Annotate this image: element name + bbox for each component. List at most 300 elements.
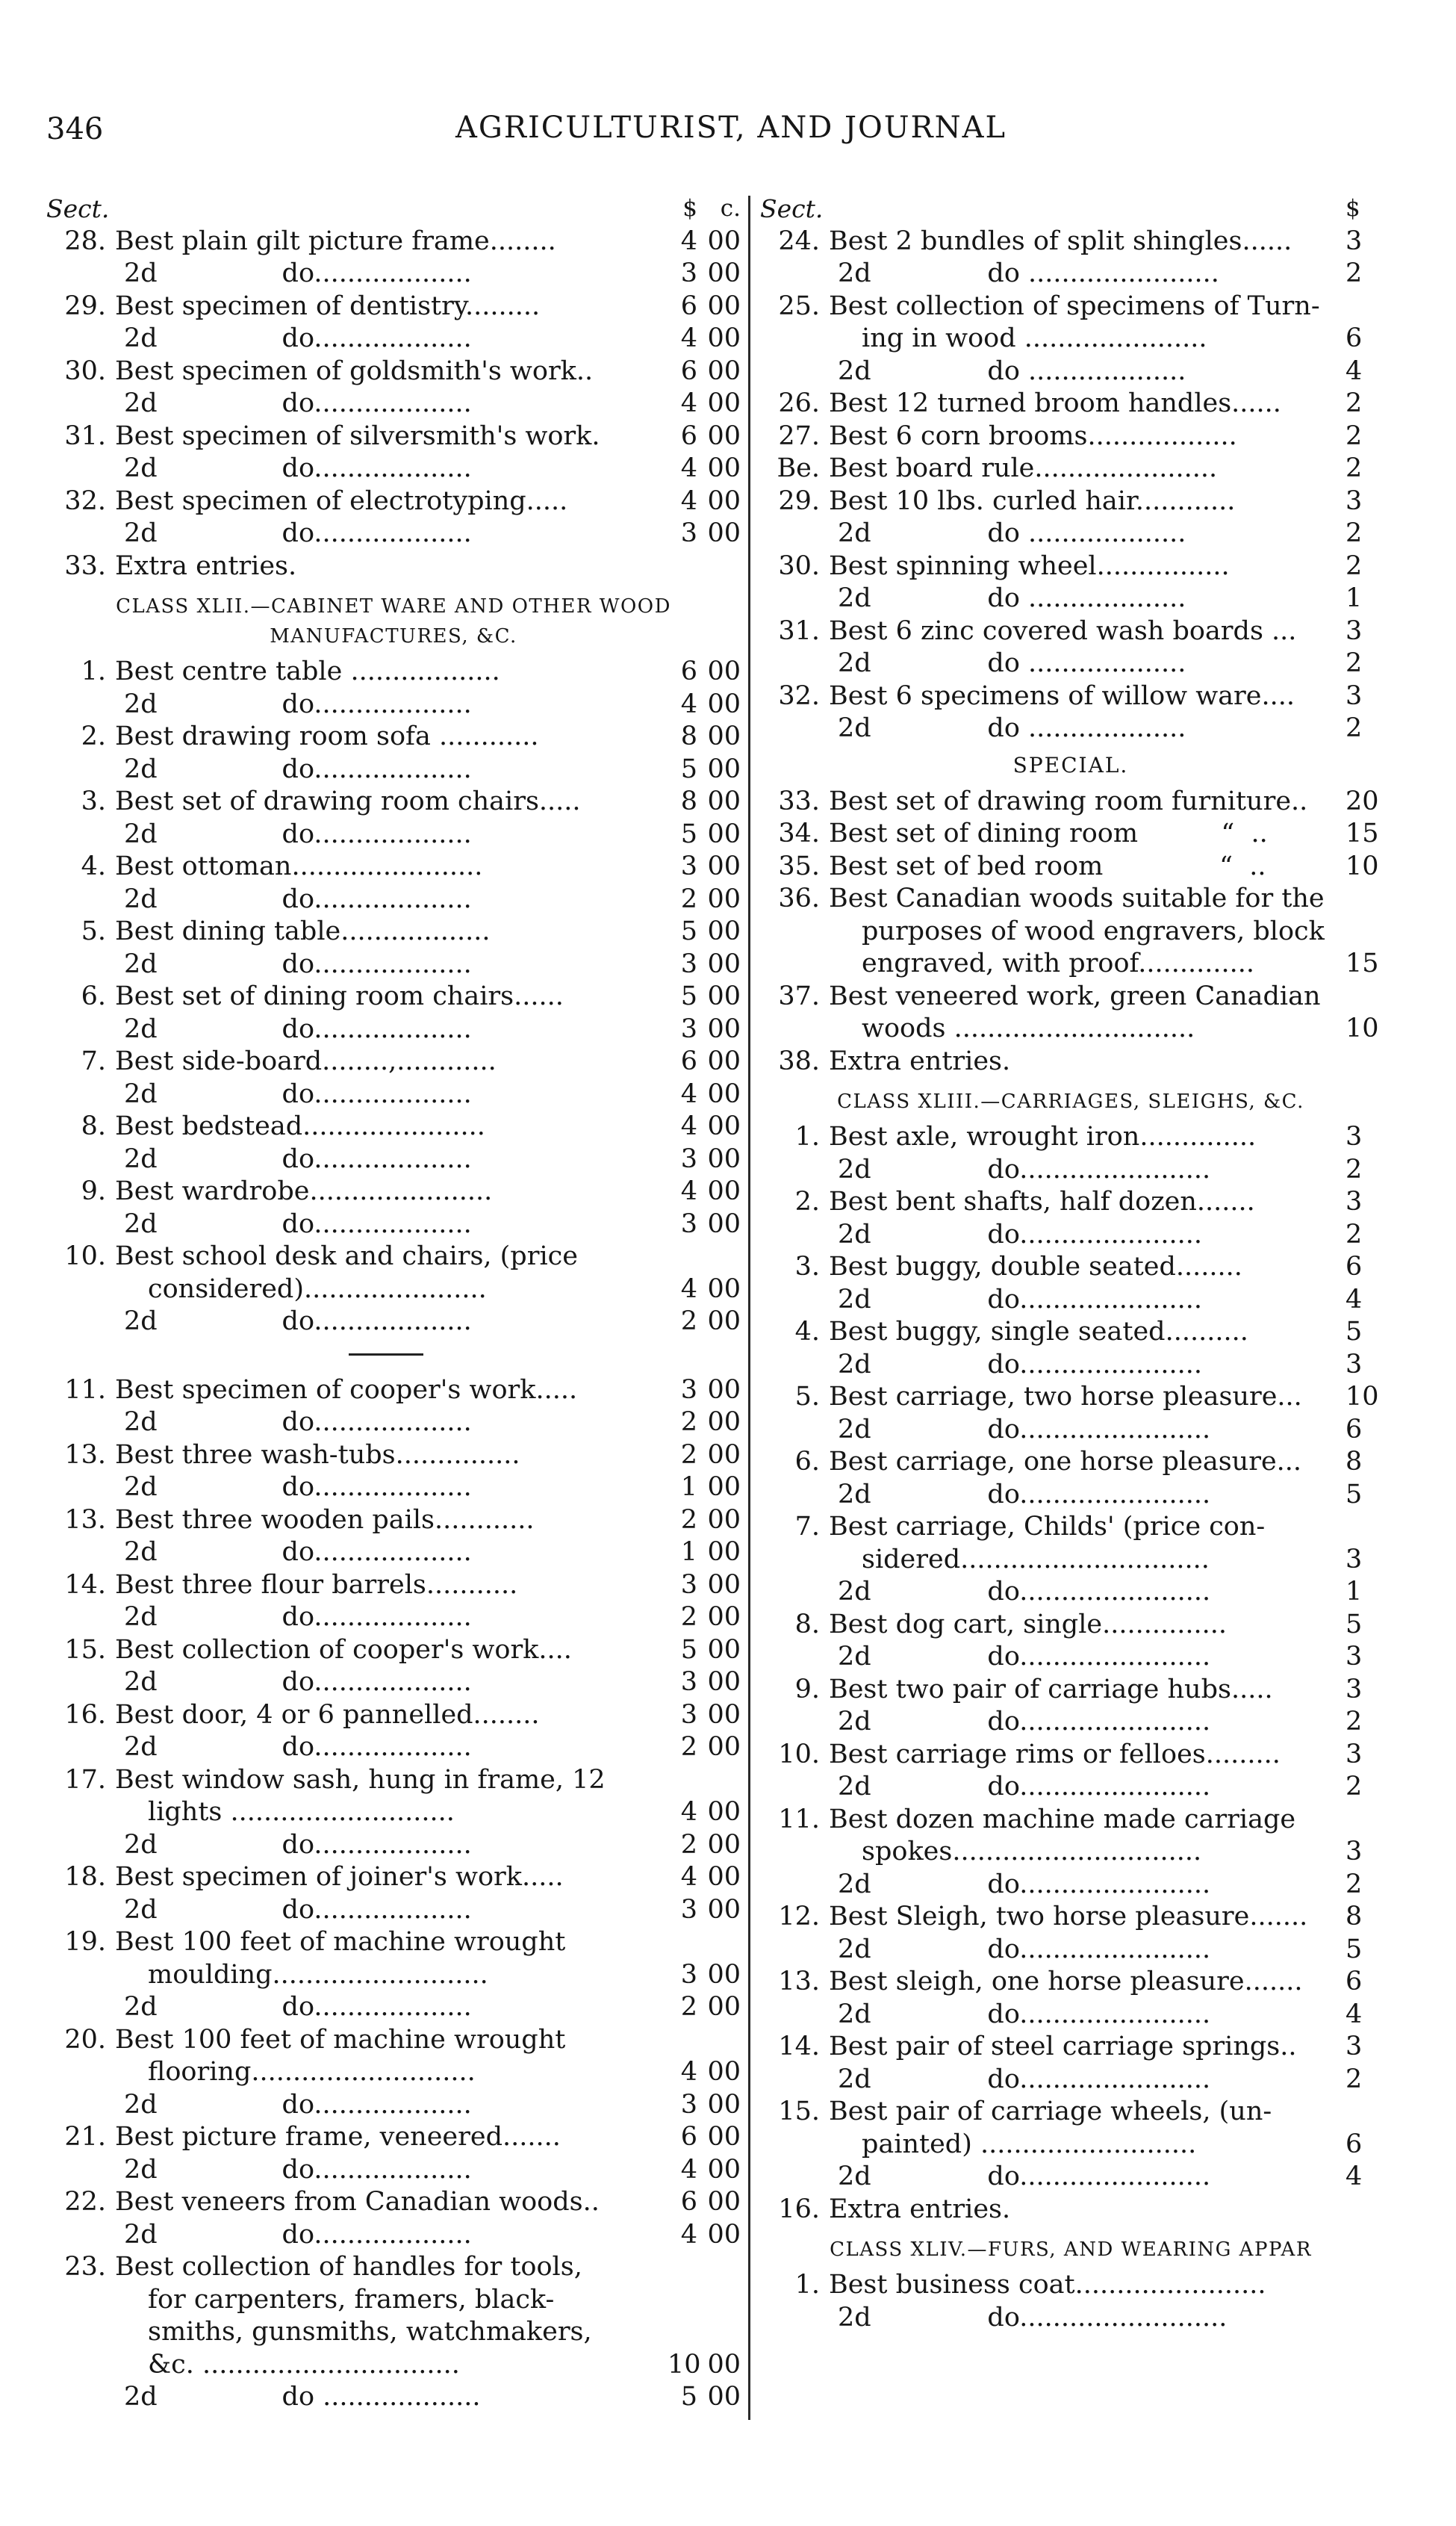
entry-text: moulding.......................... xyxy=(148,1959,488,1990)
entry-number: 30. xyxy=(778,550,820,581)
entry-text: 2d do................... xyxy=(124,689,472,719)
entry-text: Best specimen of cooper's work..... xyxy=(115,1374,578,1405)
prize-entry xyxy=(46,786,741,819)
prize-cents: 00 xyxy=(707,1143,741,1174)
prize-entry xyxy=(46,421,741,453)
prize-cents: 00 xyxy=(707,754,741,784)
prize-dollars: 3 xyxy=(680,1374,697,1405)
entry-continuation xyxy=(760,2129,1381,2162)
prize-entry xyxy=(46,1926,741,1959)
prize-cents: 00 xyxy=(707,2057,741,2087)
prize-dollars: 3 xyxy=(1345,1739,1363,1769)
prize-cents: 00 xyxy=(707,1273,741,1304)
prize-cents: 00 xyxy=(707,485,741,516)
prize-entry xyxy=(760,1966,1381,1999)
entry-text: Best spinning wheel................ xyxy=(829,550,1230,581)
prize-dollars: 2 xyxy=(680,1407,697,1437)
entry-text: 2d do ................... xyxy=(838,518,1186,548)
prize-dollars: 3 xyxy=(680,1143,697,1174)
entry-text: Best buggy, single seated.......... xyxy=(829,1317,1248,1347)
entry-text: Best carriage, Childs' (price con- xyxy=(829,1512,1266,1542)
prize-cents: 00 xyxy=(707,1959,741,1990)
prize-cents: 00 xyxy=(707,1862,741,1892)
prize-entry xyxy=(760,2194,1381,2226)
prize-dollars: 1 xyxy=(1345,583,1363,613)
prize-dollars: 15 xyxy=(1345,949,1379,978)
entry-text: Best Canadian woods suitable for the xyxy=(829,884,1325,913)
prize-entry xyxy=(46,1569,741,1602)
prize-dollars: 4 xyxy=(1345,1284,1363,1315)
prize-entry xyxy=(46,721,741,754)
second-prize-row xyxy=(46,453,741,485)
entry-text: 2d do................... xyxy=(124,323,472,353)
prize-cents: 00 xyxy=(707,981,741,1011)
second-prize-row xyxy=(760,2161,1381,2194)
prize-cents: 00 xyxy=(707,2187,741,2217)
prize-dollars: 8 xyxy=(1345,1447,1363,1477)
prize-dollars: 2 xyxy=(1345,713,1363,743)
prize-entry xyxy=(760,1316,1381,1349)
prize-cents: 00 xyxy=(707,226,741,256)
entry-number: 24. xyxy=(778,226,820,256)
second-prize-row xyxy=(760,1349,1381,1382)
entry-text: 2d do................... xyxy=(124,1829,472,1860)
prize-dollars: 5 xyxy=(1345,1317,1363,1347)
class-heading: CLASS XLII.—CABINET WARE AND OTHER WOOD MANUFACTURES, &C. xyxy=(116,595,671,648)
entry-text: 2d do................... xyxy=(124,1208,472,1239)
section-rule xyxy=(46,1338,741,1374)
entry-number: 8. xyxy=(794,1609,820,1639)
prize-cents: 00 xyxy=(707,1472,741,1502)
prize-entry xyxy=(760,1186,1381,1219)
entry-number: 29. xyxy=(64,291,106,321)
prize-cents: 00 xyxy=(707,819,741,849)
prize-dollars: 5 xyxy=(680,819,697,849)
entry-number: 1. xyxy=(794,2270,820,2300)
prize-entry xyxy=(760,2096,1381,2129)
column-divider xyxy=(748,196,750,2420)
entry-text: 2d do....................... xyxy=(838,1479,1211,1509)
entry-number: 13. xyxy=(64,1439,106,1470)
prize-dollars: 2 xyxy=(1345,258,1363,288)
prize-dollars: 3 xyxy=(1345,1674,1363,1704)
prize-dollars: 6 xyxy=(680,2187,697,2217)
entry-number: 30. xyxy=(64,356,106,386)
entry-text: 2d do................... xyxy=(124,2154,472,2185)
entry-text: 2d do................... xyxy=(124,754,472,784)
prize-entry xyxy=(760,1381,1381,1414)
prize-dollars: 15 xyxy=(1345,819,1379,848)
prize-dollars: 6 xyxy=(1345,1414,1363,1444)
entry-text: 2d do................... xyxy=(124,1079,472,1109)
prize-dollars: 2 xyxy=(1345,388,1363,418)
entry-text: Best two pair of carriage hubs..... xyxy=(829,1674,1273,1704)
entry-text: Best veneers from Canadian woods.. xyxy=(115,2187,600,2217)
entry-number: 28. xyxy=(64,226,106,256)
entry-text: Best ottoman....................... xyxy=(115,851,483,881)
prize-dollars: 2 xyxy=(1345,1219,1363,1250)
prize-dollars: 6 xyxy=(680,291,697,321)
prize-entry xyxy=(46,851,741,884)
entry-text: 2d do....................... xyxy=(838,1934,1211,1964)
entry-number: 23. xyxy=(64,2252,106,2282)
entry-text: 2d do................... xyxy=(124,453,472,483)
entry-number: 34. xyxy=(778,819,820,848)
dollars-label: $ xyxy=(1345,195,1360,222)
entry-text: 2d do...................... xyxy=(838,1284,1203,1315)
prize-dollars: 3 xyxy=(680,1208,697,1239)
prize-dollars: 3 xyxy=(1345,1837,1363,1866)
prize-entry xyxy=(760,883,1381,916)
entry-number: 16. xyxy=(64,1699,106,1730)
entry-text: 2d do................... xyxy=(124,949,472,979)
entry-text: 2d do....................... xyxy=(838,1642,1211,1672)
prize-entry xyxy=(760,421,1381,453)
entry-number: 1. xyxy=(81,657,106,686)
column-header xyxy=(760,193,1381,226)
second-prize-row xyxy=(760,1284,1381,1317)
entry-text: Best wardrobe...................... xyxy=(115,1176,493,1206)
entry-text: Best 6 corn brooms.................. xyxy=(829,421,1237,451)
entry-continuation xyxy=(760,948,1381,981)
prize-cents: 00 xyxy=(707,1699,741,1730)
prize-cents: 00 xyxy=(707,421,741,451)
prize-dollars: 3 xyxy=(1345,1122,1363,1152)
class-heading: CLASS XLIII.—CARRIAGES, SLEIGHS, &C. xyxy=(837,1090,1304,1113)
entry-text: Best 12 turned broom handles...... xyxy=(829,388,1281,418)
prize-dollars: 2 xyxy=(680,1602,697,1632)
prize-dollars: 4 xyxy=(680,2219,697,2250)
prize-cents: 00 xyxy=(707,2154,741,2185)
prize-dollars: 6 xyxy=(680,657,697,686)
prize-dollars: 2 xyxy=(1345,1154,1363,1185)
entry-text: 2d do................... xyxy=(124,1472,472,1502)
entry-text: Best specimen of goldsmith's work.. xyxy=(115,356,594,386)
prize-entry xyxy=(46,2121,741,2154)
entry-number: 5. xyxy=(794,1382,820,1412)
entry-text: Best 100 feet of machine wrought xyxy=(115,2024,566,2055)
prize-cents: 00 xyxy=(707,851,741,881)
prize-cents: 00 xyxy=(707,1014,741,1044)
entry-text: Best pair of steel carriage springs.. xyxy=(829,2032,1297,2061)
entry-number: 6. xyxy=(794,1447,820,1477)
entry-text: sidered.............................. xyxy=(862,1544,1210,1574)
second-prize-row xyxy=(46,388,741,421)
page-number: 346 xyxy=(46,112,104,146)
prize-cents: 00 xyxy=(707,786,741,816)
prize-dollars: 1 xyxy=(1345,1577,1363,1607)
entry-number: 9. xyxy=(794,1674,820,1704)
entry-number: 32. xyxy=(778,680,820,711)
entry-number: 32. xyxy=(64,485,106,516)
entry-continuation xyxy=(46,2349,741,2382)
entry-text: 2d do ................... xyxy=(838,713,1186,743)
entry-text: Best pair of carriage wheels, (un- xyxy=(829,2097,1272,2126)
entry-number: 31. xyxy=(778,615,820,646)
sect-label: Sect. xyxy=(46,194,110,223)
prize-dollars: 6 xyxy=(1345,323,1363,353)
second-prize-row xyxy=(760,1479,1381,1512)
entry-number: 33. xyxy=(64,550,106,581)
prize-dollars: 2 xyxy=(680,1504,697,1535)
entry-text: &c. ............................... xyxy=(148,2349,460,2380)
prize-entry xyxy=(46,1504,741,1537)
prize-entry xyxy=(760,981,1381,1014)
entry-text: Best set of drawing room chairs..... xyxy=(115,786,581,816)
entry-text: 2d do................... xyxy=(124,1407,472,1437)
second-prize-row xyxy=(46,1536,741,1569)
prize-cents: 00 xyxy=(707,2122,741,2152)
prize-cents: 00 xyxy=(707,1537,741,1567)
entry-number: 15. xyxy=(64,1634,106,1665)
entry-number: 13. xyxy=(778,1967,820,1996)
prize-cents: 00 xyxy=(707,1569,741,1600)
prize-entry xyxy=(760,1446,1381,1479)
entry-text: purposes of wood engravers, block xyxy=(862,916,1325,946)
second-prize-row xyxy=(46,819,741,851)
entry-text: Best business coat....................... xyxy=(829,2270,1266,2300)
prize-cents: 00 xyxy=(707,1634,741,1665)
prize-dollars: 2 xyxy=(1345,518,1363,548)
prize-dollars: 1 xyxy=(680,1472,697,1502)
prize-entry xyxy=(46,291,741,323)
entry-number: 14. xyxy=(64,1569,106,1600)
prize-dollars: 3 xyxy=(680,1894,697,1925)
prize-cents: 00 xyxy=(707,2382,741,2412)
prize-entry xyxy=(46,1111,741,1143)
second-prize-row xyxy=(46,1014,741,1046)
entry-number: 13. xyxy=(64,1504,106,1535)
entry-text: smiths, gunsmiths, watchmakers, xyxy=(148,2317,592,2347)
prize-entry xyxy=(46,1764,741,1797)
entry-continuation xyxy=(46,2056,741,2089)
prize-entry xyxy=(46,1046,741,1079)
entry-text: Best door, 4 or 6 pannelled........ xyxy=(115,1699,540,1730)
prize-dollars: 5 xyxy=(1345,1609,1363,1639)
prize-cents: 00 xyxy=(707,291,741,321)
entry-text: 2d do...................... xyxy=(838,1219,1203,1250)
entry-number: 35. xyxy=(778,851,820,881)
entry-number: 14. xyxy=(778,2032,820,2061)
entry-number: 2. xyxy=(81,722,106,751)
entry-text: Best collection of cooper's work.... xyxy=(115,1634,572,1665)
prize-dollars: 3 xyxy=(680,851,697,881)
second-prize-row xyxy=(760,1934,1381,1967)
prize-cents: 00 xyxy=(707,1504,741,1535)
entry-text: 2d do................... xyxy=(124,2219,472,2250)
entry-text: engraved, with proof.............. xyxy=(862,949,1255,978)
second-prize-row xyxy=(46,1079,741,1111)
second-prize-row xyxy=(760,1999,1381,2032)
entry-text: 2d do................... xyxy=(124,258,472,288)
prize-dollars: 4 xyxy=(680,1797,697,1827)
prize-cents: 00 xyxy=(707,1111,741,1141)
entry-text: Best specimen of joiner's work..... xyxy=(115,1862,564,1892)
sect-label: Sect. xyxy=(760,194,824,223)
entry-number: 5. xyxy=(81,916,106,946)
entry-text: Best side-board........,............ xyxy=(115,1046,497,1076)
prize-dollars: 3 xyxy=(680,1699,697,1730)
entry-text: Best specimen of silversmith's work. xyxy=(115,421,600,451)
second-prize-row xyxy=(46,689,741,722)
second-prize-row xyxy=(46,1306,741,1338)
prize-dollars: 2 xyxy=(680,1306,697,1336)
prize-dollars: 3 xyxy=(1345,2032,1363,2061)
prize-dollars: 2 xyxy=(680,1992,697,2022)
prize-dollars: 2 xyxy=(1345,2064,1363,2094)
column-header xyxy=(46,193,741,226)
entry-text: woods ............................. xyxy=(862,1014,1195,1043)
prize-dollars: 3 xyxy=(680,1569,697,1600)
entry-text: Best window sash, hung in frame, 12 xyxy=(115,1764,606,1795)
entry-number: 37. xyxy=(778,981,820,1011)
prize-dollars: 4 xyxy=(680,1862,697,1892)
prize-dollars: 3 xyxy=(1345,1187,1363,1217)
prize-dollars: 8 xyxy=(680,722,697,751)
prize-cents: 00 xyxy=(707,1208,741,1239)
entry-number: 22. xyxy=(64,2187,106,2217)
entry-text: 2d do................... xyxy=(124,518,472,548)
prize-cents: 00 xyxy=(707,1797,741,1827)
second-prize-row xyxy=(46,754,741,786)
running-title: AGRICULTURIST, AND JOURNAL xyxy=(455,111,1007,145)
entry-text: 2d do................... xyxy=(124,2089,472,2120)
prize-dollars: 4 xyxy=(680,689,697,719)
entry-text: Best bedstead...................... xyxy=(115,1111,485,1141)
entry-text: considered)...................... xyxy=(148,1273,487,1304)
entry-text: 2d do....................... xyxy=(838,1869,1211,1899)
prize-dollars: 5 xyxy=(680,981,697,1011)
second-prize-row xyxy=(760,258,1381,291)
entry-number: 11. xyxy=(778,1804,820,1834)
prize-entry xyxy=(760,291,1381,323)
entry-number: 36. xyxy=(778,884,820,913)
entry-text: Best set of bed room “ .. xyxy=(829,851,1266,881)
entry-text: Best carriage, one horse pleasure... xyxy=(829,1447,1302,1477)
entry-text: Best 6 specimens of willow ware.... xyxy=(829,680,1295,711)
entry-continuation xyxy=(760,916,1381,949)
second-prize-row xyxy=(760,1641,1381,1674)
second-prize-row xyxy=(760,1154,1381,1187)
second-prize-row xyxy=(760,1771,1381,1804)
entry-text: 2d do...................... xyxy=(838,1349,1203,1380)
entry-text: Best specimen of dentistry......... xyxy=(115,291,541,321)
special-heading: SPECIAL. xyxy=(1012,752,1129,778)
prize-dollars: 3 xyxy=(1345,1544,1363,1574)
entry-text: Best three wooden pails............ xyxy=(115,1504,535,1535)
prize-dollars: 4 xyxy=(680,388,697,418)
prize-entry xyxy=(760,818,1381,851)
cents-label: c. xyxy=(720,195,741,222)
second-prize-row xyxy=(760,356,1381,388)
second-prize-row xyxy=(46,1208,741,1241)
entry-text: lights ........................... xyxy=(148,1797,455,1827)
prize-entry xyxy=(760,2031,1381,2064)
entry-number: 16. xyxy=(778,2194,820,2224)
prize-dollars: 10 xyxy=(1345,1382,1379,1412)
second-prize-row xyxy=(46,1991,741,2024)
prize-dollars: 3 xyxy=(1345,615,1363,646)
prize-dollars: 3 xyxy=(680,518,697,548)
prize-cents: 00 xyxy=(707,258,741,288)
entry-text: Best Sleigh, two horse pleasure....... xyxy=(829,1902,1308,1931)
entry-text: 2d do ....................... xyxy=(838,258,1219,288)
prize-dollars: 6 xyxy=(680,2122,697,2152)
right-column xyxy=(760,193,1381,2334)
entry-number: 12. xyxy=(778,1902,820,1931)
prize-cents: 00 xyxy=(707,657,741,686)
entry-text: 2d do................... xyxy=(124,1014,472,1044)
entry-text: Best three wash-tubs............... xyxy=(115,1439,520,1470)
entry-continuation xyxy=(760,1836,1381,1869)
prize-dollars: 4 xyxy=(680,226,697,256)
prize-dollars: 4 xyxy=(680,323,697,353)
prize-entry xyxy=(760,1121,1381,1154)
prize-dollars: 2 xyxy=(1345,550,1363,581)
second-prize-row xyxy=(760,1706,1381,1739)
entry-number: 18. xyxy=(64,1862,106,1892)
entry-text: 2d do....................... xyxy=(838,1772,1211,1802)
entry-text: 2d do................... xyxy=(124,1667,472,1697)
prize-dollars: 2 xyxy=(1345,648,1363,678)
entry-text: 2d do....................... xyxy=(838,1577,1211,1607)
entry-text: Best sleigh, one horse pleasure....... xyxy=(829,1967,1303,1996)
second-prize-row xyxy=(46,1143,741,1176)
prize-dollars: 4 xyxy=(1345,1999,1363,2029)
prize-dollars: 2 xyxy=(680,1829,697,1860)
entry-text: 2d do................... xyxy=(124,1537,472,1567)
prize-cents: 00 xyxy=(707,1176,741,1206)
entry-text: 2d do....................... xyxy=(838,2162,1211,2191)
entry-text: 2d do................... xyxy=(124,819,472,849)
entry-text: Best 100 feet of machine wrought xyxy=(115,1927,566,1957)
prize-dollars: 5 xyxy=(680,754,697,784)
prize-dollars: 6 xyxy=(680,1046,697,1076)
prize-entry xyxy=(760,615,1381,648)
entry-text: 2d do ................... xyxy=(124,2382,481,2412)
prize-entry xyxy=(760,1251,1381,1284)
second-prize-row xyxy=(46,2154,741,2187)
entry-text: 2d do....................... xyxy=(838,1707,1211,1737)
entry-continuation xyxy=(46,2284,741,2317)
prize-entry xyxy=(46,1634,741,1667)
second-prize-row xyxy=(760,713,1381,745)
prize-entry xyxy=(760,485,1381,518)
entry-text: Best three flour barrels........... xyxy=(115,1569,518,1600)
entry-text: for carpenters, framers, black- xyxy=(148,2284,555,2315)
prize-entry xyxy=(46,550,741,583)
second-prize-row xyxy=(760,518,1381,550)
prize-dollars: 4 xyxy=(680,1273,697,1304)
entry-text: 2d do................... xyxy=(124,1602,472,1632)
prize-dollars: 3 xyxy=(680,1014,697,1044)
prize-dollars: 10 xyxy=(1345,851,1379,881)
prize-dollars: 2 xyxy=(680,1732,697,1762)
prize-cents: 00 xyxy=(707,356,741,386)
second-prize-row xyxy=(46,1894,741,1927)
prize-cents: 00 xyxy=(707,916,741,946)
prize-cents: 00 xyxy=(707,1732,741,1762)
prize-dollars: 3 xyxy=(680,949,697,979)
entry-text: Best 2 bundles of split shingles...... xyxy=(829,226,1292,256)
prize-cents: 00 xyxy=(707,949,741,979)
prize-cents: 00 xyxy=(707,689,741,719)
prize-dollars: 5 xyxy=(680,1634,697,1665)
prize-cents: 00 xyxy=(707,388,741,418)
prize-entry xyxy=(46,1699,741,1732)
prize-dollars: 6 xyxy=(680,421,697,451)
prize-dollars: 10 xyxy=(1345,1014,1379,1043)
